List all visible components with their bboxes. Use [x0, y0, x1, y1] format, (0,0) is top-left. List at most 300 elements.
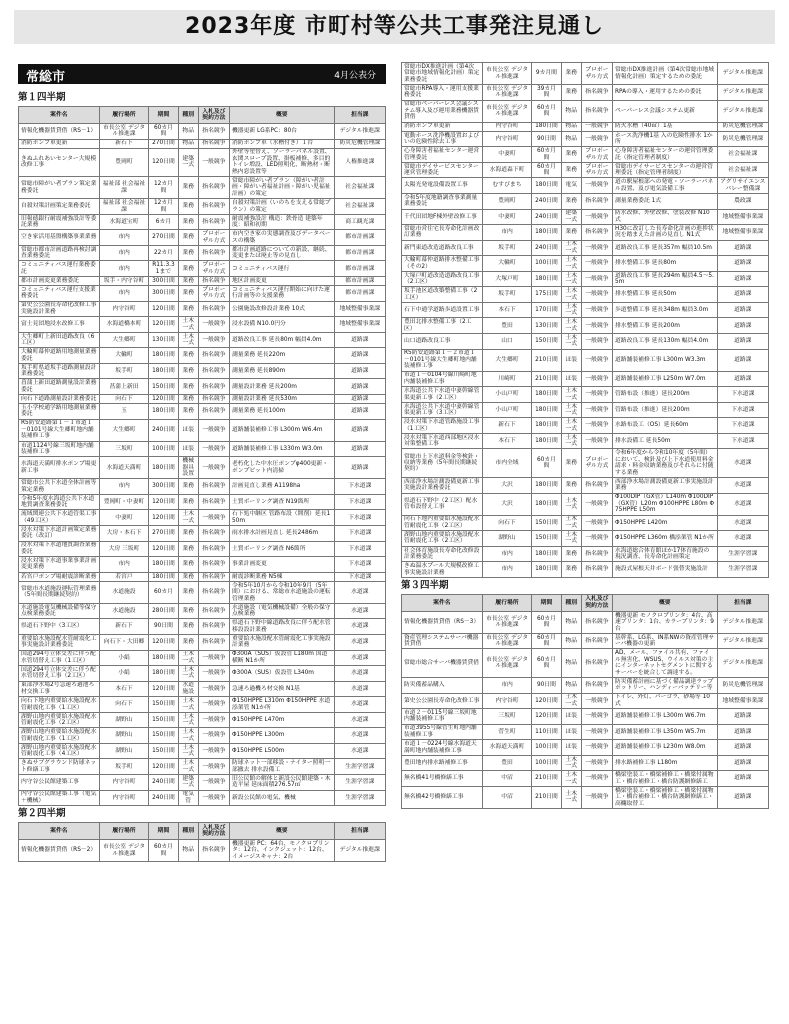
department-cell: 水道課 — [334, 666, 385, 682]
period-cell: 180日間 — [532, 271, 561, 287]
project-name-cell: 県道石下野中（2工区）配水管布設替え工事 — [402, 493, 483, 515]
method-cell: 一般競争 — [581, 271, 612, 287]
project-name-cell: 大輪町幕仲道路排水整備工事（その2） — [402, 256, 483, 272]
period-cell: 60カ月 — [149, 581, 178, 603]
department-cell: デジタル推進課 — [334, 840, 385, 862]
summary-cell: Φ150HPPE L420m — [612, 515, 717, 531]
method-cell: 指名競争 — [198, 479, 229, 495]
summary-cell: 令和5年10月から令和10年9月（5年間）における、常総市水道施設の運転管理業務 — [229, 581, 334, 603]
summary-cell: 道の駅屋根部への発電・ソーラーパネル設置、及び電気設備工事 — [612, 178, 717, 194]
location-cell: 内守谷町 — [482, 131, 532, 147]
column-header: 履行場所 — [99, 823, 149, 840]
method-cell: 一般競争 — [581, 371, 612, 387]
department-cell: 下水道課 — [717, 402, 768, 418]
method-cell: 指名競争 — [581, 611, 612, 633]
table-row — [402, 611, 769, 633]
method-cell: 一般競争 — [198, 419, 229, 441]
method-cell: 一般競争 — [198, 317, 229, 333]
project-name-cell: 浸水対策下水道管路施設工事（1工区） — [402, 418, 483, 434]
department-cell: 道路課 — [334, 379, 385, 395]
type-cell: 土木一式 — [561, 334, 581, 350]
department-cell: 水道課 — [334, 728, 385, 744]
project-name-cell: 消防ポンプ車更新 — [402, 122, 483, 131]
department-cell: 道路課 — [717, 740, 768, 756]
period-cell: 60カ月間 — [532, 100, 561, 122]
summary-cell: 排水整備工事 延長200m — [612, 318, 717, 334]
method-cell: 指名競争 — [198, 581, 229, 603]
summary-cell: 水道施設（電気機械設備）全般の保守点検業務 — [229, 603, 334, 619]
location-cell: 大房・本石下 — [99, 526, 149, 542]
location-cell: 大沢 — [482, 493, 532, 515]
column-header: 担当課 — [717, 594, 768, 611]
summary-cell: 都市計画道路についての新設、継続、変更または廃止等の見直し — [229, 245, 334, 261]
column-header: 担当課 — [334, 823, 385, 840]
method-cell: 指名競争 — [198, 541, 229, 557]
project-name-cell: 坂手池区道改築整備工事（2工区） — [402, 287, 483, 303]
summary-cell: 消防ポンプ車（水槽付き）１台 — [229, 139, 334, 148]
table-row — [19, 494, 386, 510]
table-row — [402, 256, 769, 272]
project-name-cell: 空き家活用基盤構築事業業務 — [19, 230, 100, 246]
table-row — [402, 122, 769, 131]
table-row — [19, 230, 386, 246]
type-cell: 業務 — [178, 541, 198, 557]
summary-cell: 道路改良工事 延長130m 幅員4.0m — [612, 334, 717, 350]
period-cell: 120日間 — [149, 317, 178, 333]
type-cell: 土木一式 — [178, 697, 198, 713]
department-cell: 道路課 — [717, 755, 768, 771]
method-cell: 指名競争 — [198, 494, 229, 510]
location-cell: 大輪町 — [482, 256, 532, 272]
period-cell: 120日間 — [149, 510, 178, 526]
table-header-row — [19, 107, 386, 124]
project-name-cell: 心身障害者福祉センター運営管理委託 — [402, 147, 483, 163]
quarter-2-table — [18, 822, 386, 862]
location-cell: 水海道天満町 — [482, 740, 532, 756]
table-row — [19, 775, 386, 791]
period-cell: 100日間 — [149, 441, 178, 457]
table-row — [19, 214, 386, 230]
location-cell: 向石下・大田郷 — [99, 634, 149, 650]
method-cell: 一般競争 — [581, 755, 612, 771]
location-cell: 菅生町 — [482, 724, 532, 740]
summary-cell: 排水整備工事 延長50m — [612, 287, 717, 303]
method-cell: 指名競争 — [198, 214, 229, 230]
project-name-cell: 流域関連公共下水道管渠工事（49工区） — [19, 510, 100, 526]
department-cell: 人権推進課 — [334, 148, 385, 177]
summary-cell: 基幹系、LG系、IN系NWの資産管理サーバ機器の更新 — [612, 633, 717, 649]
type-cell: 土木一式 — [178, 650, 198, 666]
table-row — [402, 724, 769, 740]
department-cell: 都市計画課 — [334, 286, 385, 302]
table-row — [402, 649, 769, 678]
department-cell: 社会福祉課 — [717, 162, 768, 178]
type-cell: 業務 — [561, 478, 581, 494]
period-cell: 120日間 — [149, 301, 178, 317]
column-header: 期間 — [149, 107, 178, 124]
method-cell: プロポーザル方式 — [581, 63, 612, 85]
location-cell: 若宮戸 — [99, 572, 149, 581]
location-cell: 市内 — [99, 286, 149, 302]
location-cell: 向石下 — [99, 395, 149, 404]
project-name-cell: 常総市障がい者プラン策定業務委託 — [19, 177, 100, 199]
method-cell: 指名競争 — [198, 245, 229, 261]
type-cell: 業務 — [178, 603, 198, 619]
department-cell: デジタル推進課 — [717, 85, 768, 101]
column-header: 入札及び契約方法 — [198, 823, 229, 840]
department-cell: デジタル推進課 — [717, 611, 768, 633]
location-cell: 中沼 — [482, 786, 532, 808]
department-cell: 生涯学習課 — [717, 546, 768, 562]
type-cell: 建築一式 — [178, 148, 198, 177]
summary-cell: RPAの導入・運用するための委託 — [612, 85, 717, 101]
department-cell: 道路課 — [334, 419, 385, 441]
table-row — [19, 479, 386, 495]
period-cell: 270日間 — [149, 139, 178, 148]
method-cell: 指名競争 — [198, 348, 229, 364]
table-row — [402, 418, 769, 434]
department-cell: 道路課 — [334, 332, 385, 348]
period-cell: 150日間 — [532, 515, 561, 531]
location-cell: 市内 — [99, 557, 149, 573]
location-cell: 市内 — [482, 225, 532, 241]
type-cell: 業務 — [178, 404, 198, 420]
project-name-cell: 市道１－0104号線川崎町地内舗装補修工事 — [402, 371, 483, 387]
type-cell: 業務 — [178, 619, 198, 635]
type-cell: 業務 — [178, 230, 198, 246]
department-cell: 生涯学習課 — [334, 790, 385, 806]
department-cell: 道路課 — [717, 256, 768, 272]
period-cell: 110日間 — [532, 724, 561, 740]
method-cell: 一般競争 — [581, 302, 612, 318]
department-cell: 道路課 — [717, 771, 768, 787]
column-header: 入札及び契約方法 — [198, 107, 229, 124]
table-row — [402, 271, 769, 287]
method-cell: 一般競争 — [581, 771, 612, 787]
location-cell: 新石下 — [99, 139, 149, 148]
location-cell: 新石下 — [482, 418, 532, 434]
location-cell: 坂手・内守谷町 — [99, 277, 149, 286]
table-row — [19, 317, 386, 333]
method-cell: 一般競争 — [198, 457, 229, 479]
table-row — [402, 63, 769, 85]
project-name-cell: 西部浄水場計測設備更新工事実施設計業務委託 — [402, 478, 483, 494]
location-cell: 小絹 — [99, 650, 149, 666]
type-cell: 業務 — [178, 301, 198, 317]
method-cell: 一般競争 — [198, 681, 229, 697]
type-cell: 水道施設 — [178, 681, 198, 697]
period-cell: 180日間 — [532, 122, 561, 131]
method-cell: 指名競争 — [198, 301, 229, 317]
project-name-cell: R5防安道路第１－１市道１－0101号線大生郷町地内舗装補修工事 — [19, 419, 100, 441]
project-name-cell: 水海道公共下水道中妻幹線管渠更新工事（3工区） — [402, 402, 483, 418]
project-name-cell: 市道１－0224号線水海道天満町地内舗装補修工事 — [402, 740, 483, 756]
summary-cell: 市内空き家の実態調査及びデータベースの構築 — [229, 230, 334, 246]
project-name-cell: 大生郷町上新田道路改良（6工区） — [19, 332, 100, 348]
method-cell: 指名競争 — [581, 562, 612, 578]
type-cell: 業務 — [178, 363, 198, 379]
table-row — [19, 557, 386, 573]
table-row — [19, 245, 386, 261]
type-cell: 土木一式 — [561, 387, 581, 403]
table-row — [19, 603, 386, 619]
table-row — [402, 334, 769, 350]
method-cell: 指名競争 — [581, 100, 612, 122]
summary-cell: AD、メール、ファイル共有、ファイル無害化、WSUS、ウイルス対策の主にインターネットセグメントに関するサーバーを統合して調達する。 — [612, 649, 717, 678]
type-cell: 業務 — [178, 214, 198, 230]
table-row — [19, 510, 386, 526]
method-cell: プロポーザル方式 — [581, 147, 612, 163]
project-name-cell: 都市計画変更業務委託 — [19, 277, 100, 286]
project-name-cell: 旧報徳銀行耐震補強設計等委託業務 — [19, 214, 100, 230]
table-row — [402, 225, 769, 241]
summary-cell: 施設式屋根天井ボード張替実施設計 — [612, 562, 717, 578]
period-cell: 300日間 — [149, 277, 178, 286]
method-cell: 指名競争 — [198, 619, 229, 635]
method-cell: 一般競争 — [198, 790, 229, 806]
table-row — [402, 100, 769, 122]
department-cell: 防災危機管理課 — [717, 131, 768, 147]
column-header: 案件名 — [19, 107, 100, 124]
summary-cell: 雨水排水計画見直し 延長2486m — [229, 526, 334, 542]
table-row — [402, 147, 769, 163]
type-cell: 業務 — [178, 479, 198, 495]
method-cell: 一般競争 — [581, 287, 612, 303]
method-cell: 指名競争 — [198, 603, 229, 619]
method-cell: 指名競争 — [581, 85, 612, 101]
column-header: 履行場所 — [482, 594, 532, 611]
method-cell: 一般競争 — [198, 759, 229, 775]
project-name-cell: 浸水対策下水道西部地区浸水対策整備工事 — [402, 433, 483, 449]
location-cell: 大生郷町 — [99, 419, 149, 441]
department-cell: 下水道課 — [334, 479, 385, 495]
period-cell: 120日間 — [149, 148, 178, 177]
method-cell: 一般競争 — [198, 775, 229, 791]
summary-cell: ホース洗浄機1基 入の危険性排水 1か所 — [612, 131, 717, 147]
summary-cell: Φ150HPPE L500m — [229, 743, 334, 759]
location-cell: 水海道橋本町 — [99, 317, 149, 333]
project-name-cell: 情報化機器賃貸借（RS－2） — [19, 840, 100, 862]
method-cell: 一般競争 — [198, 510, 229, 526]
summary-cell: トイレ、外灯、パーゴラ、砂場等 10式 — [612, 693, 717, 709]
method-cell: 指名競争 — [198, 177, 229, 199]
period-cell: 150日間 — [149, 697, 178, 713]
project-name-cell: 新門東道改造道路改良工事 — [402, 240, 483, 256]
method-cell: 指名競争 — [198, 404, 229, 420]
location-cell: 湖野山 — [99, 743, 149, 759]
location-cell: 大塚戸町 — [482, 271, 532, 287]
table-row — [402, 709, 769, 725]
summary-cell: 水海道総合体育館ほか17体育施設の現況調査、長寿命化計画策定 — [612, 546, 717, 562]
project-name-cell: 山口道路改良工事 — [402, 334, 483, 350]
table-row — [19, 728, 386, 744]
summary-cell: H30に改訂した長寿命化計画の進捗状況を踏まえた計画の見直し N1式 — [612, 225, 717, 241]
project-name-cell: 情報化機器賃貸借（RS－1） — [19, 124, 100, 140]
table-row — [19, 286, 386, 302]
method-cell: 指名競争 — [198, 634, 229, 650]
type-cell: 電気管 — [178, 790, 198, 806]
type-cell: 業務 — [178, 494, 198, 510]
project-name-cell: 水海道公共下水道中妻幹線管渠更新工事（2工区） — [402, 387, 483, 403]
summary-cell: 新設公民館の電気、機械 — [229, 790, 334, 806]
method-cell: 一般競争 — [581, 122, 612, 131]
type-cell: 業務 — [178, 199, 198, 215]
city-header-bar — [18, 64, 386, 84]
department-cell: 下水道課 — [334, 526, 385, 542]
department-cell: デジタル推進課 — [717, 633, 768, 649]
location-cell: 水海道森下町 — [482, 162, 532, 178]
method-cell: プロポーザル方式 — [198, 230, 229, 246]
type-cell: 電気 — [561, 178, 581, 194]
location-cell: 市長公室 デジタル推進課 — [482, 649, 532, 678]
department-cell: アグリサイエンスバレー整備課 — [717, 178, 768, 194]
department-cell: 道路課 — [717, 240, 768, 256]
table-row — [19, 743, 386, 759]
department-cell: 防災危機管理課 — [717, 122, 768, 131]
period-cell: 150日間 — [149, 728, 178, 744]
location-cell: 菖蒲上新田 — [99, 379, 149, 395]
summary-cell: 浸水設備 N10.0円分 — [229, 317, 334, 333]
location-cell: 豊岡町 — [482, 193, 532, 209]
method-cell: 一般競争 — [581, 334, 612, 350]
project-name-cell: 市道1124号線三坂町地内舗装補修工事 — [19, 441, 100, 457]
table-row — [19, 840, 386, 862]
type-cell: 業務 — [178, 277, 198, 286]
summary-cell: 道路舗装補修工事 L350m W5.7m — [612, 724, 717, 740]
location-cell: 内守谷町 — [482, 122, 532, 131]
type-cell: 業務 — [561, 85, 581, 101]
summary-cell: 心身障害者福祉センターの運営管理委託（指定管理者制度） — [612, 147, 717, 163]
period-cell: 240日間 — [149, 775, 178, 791]
method-cell: 一般競争 — [581, 433, 612, 449]
location-cell: 向石下 — [482, 515, 532, 531]
method-cell: 一般競争 — [581, 740, 612, 756]
method-cell: 一般競争 — [581, 256, 612, 272]
summary-cell: 測量設計業務 延長200m — [229, 379, 334, 395]
period-cell: 60カ月間 — [532, 611, 561, 633]
table-row — [19, 572, 386, 581]
type-cell: 土木一式 — [561, 693, 581, 709]
method-cell: 一般競争 — [581, 240, 612, 256]
location-cell: 湖野山 — [99, 712, 149, 728]
location-cell: 水道施設 — [99, 581, 149, 603]
table-row — [402, 318, 769, 334]
department-cell: デジタル推進課 — [717, 100, 768, 122]
summary-cell: 歩道整備工事 延長348m 幅員3.0m — [612, 302, 717, 318]
department-cell: 地域整備事業課 — [717, 693, 768, 709]
location-cell: 本石下 — [482, 433, 532, 449]
table-row — [19, 790, 386, 806]
project-name-cell: 第史公公園長寿命化改修工事実施設計業務 — [19, 301, 100, 317]
method-cell: 指名競争 — [581, 633, 612, 649]
project-name-cell: 情報化機器賃貸借（RS－3） — [402, 611, 483, 633]
column-header: 種別 — [178, 107, 198, 124]
summary-cell: 石下処中継区 管路布設（開削）延長150m — [229, 510, 334, 526]
type-cell: 業務 — [178, 572, 198, 581]
period-cell: 60カ月間 — [532, 162, 561, 178]
quarter-3-heading: 第３四半期 — [401, 579, 449, 591]
summary-cell: 常総市デイサービスセンターの運営管理委託（指定管理者制度） — [612, 162, 717, 178]
period-cell: 210日間 — [532, 771, 561, 787]
location-cell: 大房 三坂町 — [99, 541, 149, 557]
location-cell: 市長公室 デジタル推進課 — [482, 611, 532, 633]
table-row — [402, 493, 769, 515]
column-header: 種別 — [561, 594, 581, 611]
project-name-cell: 常総市水道施設運転管理業務（5年間長期継続契約） — [19, 581, 100, 603]
location-cell: 市内 — [99, 479, 149, 495]
department-cell: デジタル推進課 — [717, 649, 768, 678]
type-cell: 土木一式 — [178, 666, 198, 682]
table-row — [402, 771, 769, 787]
department-cell: 下水道課 — [334, 494, 385, 510]
type-cell: 業務 — [561, 562, 581, 578]
summary-cell: 常総市DX推進計画（第4次常総市地域情報化計画）策定するための委託 — [612, 63, 717, 85]
table-row — [402, 178, 769, 194]
department-cell: 農政課 — [717, 193, 768, 209]
summary-cell: 常総市障がい者プラン（障がい者計画・障がい者福祉計画・障がい児福祉計画）の策定 — [229, 177, 334, 199]
method-cell: 一般競争 — [581, 786, 612, 808]
column-header: 入札及び契約方法 — [581, 594, 612, 611]
type-cell: 業務 — [561, 147, 581, 163]
location-cell: 豊岡町・中妻町 — [99, 494, 149, 510]
location-cell: 市内 — [482, 546, 532, 562]
method-cell: 指名競争 — [198, 840, 229, 862]
location-cell: 新石下 — [99, 619, 149, 635]
summary-cell: 西部浄水場計測設備更新工事実施設計業務 — [612, 478, 717, 494]
table-row — [402, 131, 769, 147]
method-cell: 指名競争 — [581, 193, 612, 209]
summary-cell: 事業計画変更 — [229, 557, 334, 573]
period-cell: 180日間 — [149, 348, 178, 364]
department-cell: 道路課 — [334, 363, 385, 379]
method-cell: 一般競争 — [581, 209, 612, 225]
method-cell: 一般競争 — [198, 332, 229, 348]
period-cell: 120日間 — [532, 693, 561, 709]
location-cell: 市長公室 デジタル推進課 — [99, 840, 149, 862]
table-row — [402, 562, 769, 578]
summary-cell: 重要給水施設配水管耐震化工事実施設計業務 — [229, 634, 334, 650]
period-cell: 180日間 — [149, 572, 178, 581]
table-row — [402, 402, 769, 418]
location-cell: 坂手町 — [482, 287, 532, 303]
department-cell: 下水道課 — [334, 541, 385, 557]
project-name-cell: 令和5年度地籍調査事業測量業務委託 — [402, 193, 483, 209]
table-row — [19, 363, 386, 379]
method-cell: 指名競争 — [198, 277, 229, 286]
project-name-cell: 国道294号立体交差に伴う配水管切替え工事（1工区） — [19, 650, 100, 666]
type-cell: 物品 — [561, 649, 581, 678]
location-cell: 大沢 — [482, 478, 532, 494]
table-row — [19, 395, 386, 404]
method-cell: 指名競争 — [198, 379, 229, 395]
table-row — [19, 199, 386, 215]
department-cell: 道路課 — [717, 786, 768, 808]
method-cell: 指名競争 — [198, 124, 229, 140]
type-cell: 業務 — [178, 526, 198, 542]
summary-cell: 管路布設（推進）延長200m — [612, 387, 717, 403]
project-name-cell: きぬふれあいセンター大規模改修工事 — [19, 148, 100, 177]
type-cell: 物品 — [178, 840, 198, 862]
table-row — [19, 332, 386, 348]
type-cell: 業務 — [178, 557, 198, 573]
method-cell: 一般競争 — [198, 712, 229, 728]
table-row — [402, 740, 769, 756]
project-name-cell: 資産管理システムサーバ機器賃貸借 — [402, 633, 483, 649]
department-cell: 社会福祉課 — [717, 147, 768, 163]
summary-cell: 防水改修、外壁改修、塗装改修 N10式 — [612, 209, 717, 225]
location-cell: 市長公室 デジタル推進課 — [482, 63, 532, 85]
summary-cell: 測量業務 延長100m — [229, 404, 334, 420]
